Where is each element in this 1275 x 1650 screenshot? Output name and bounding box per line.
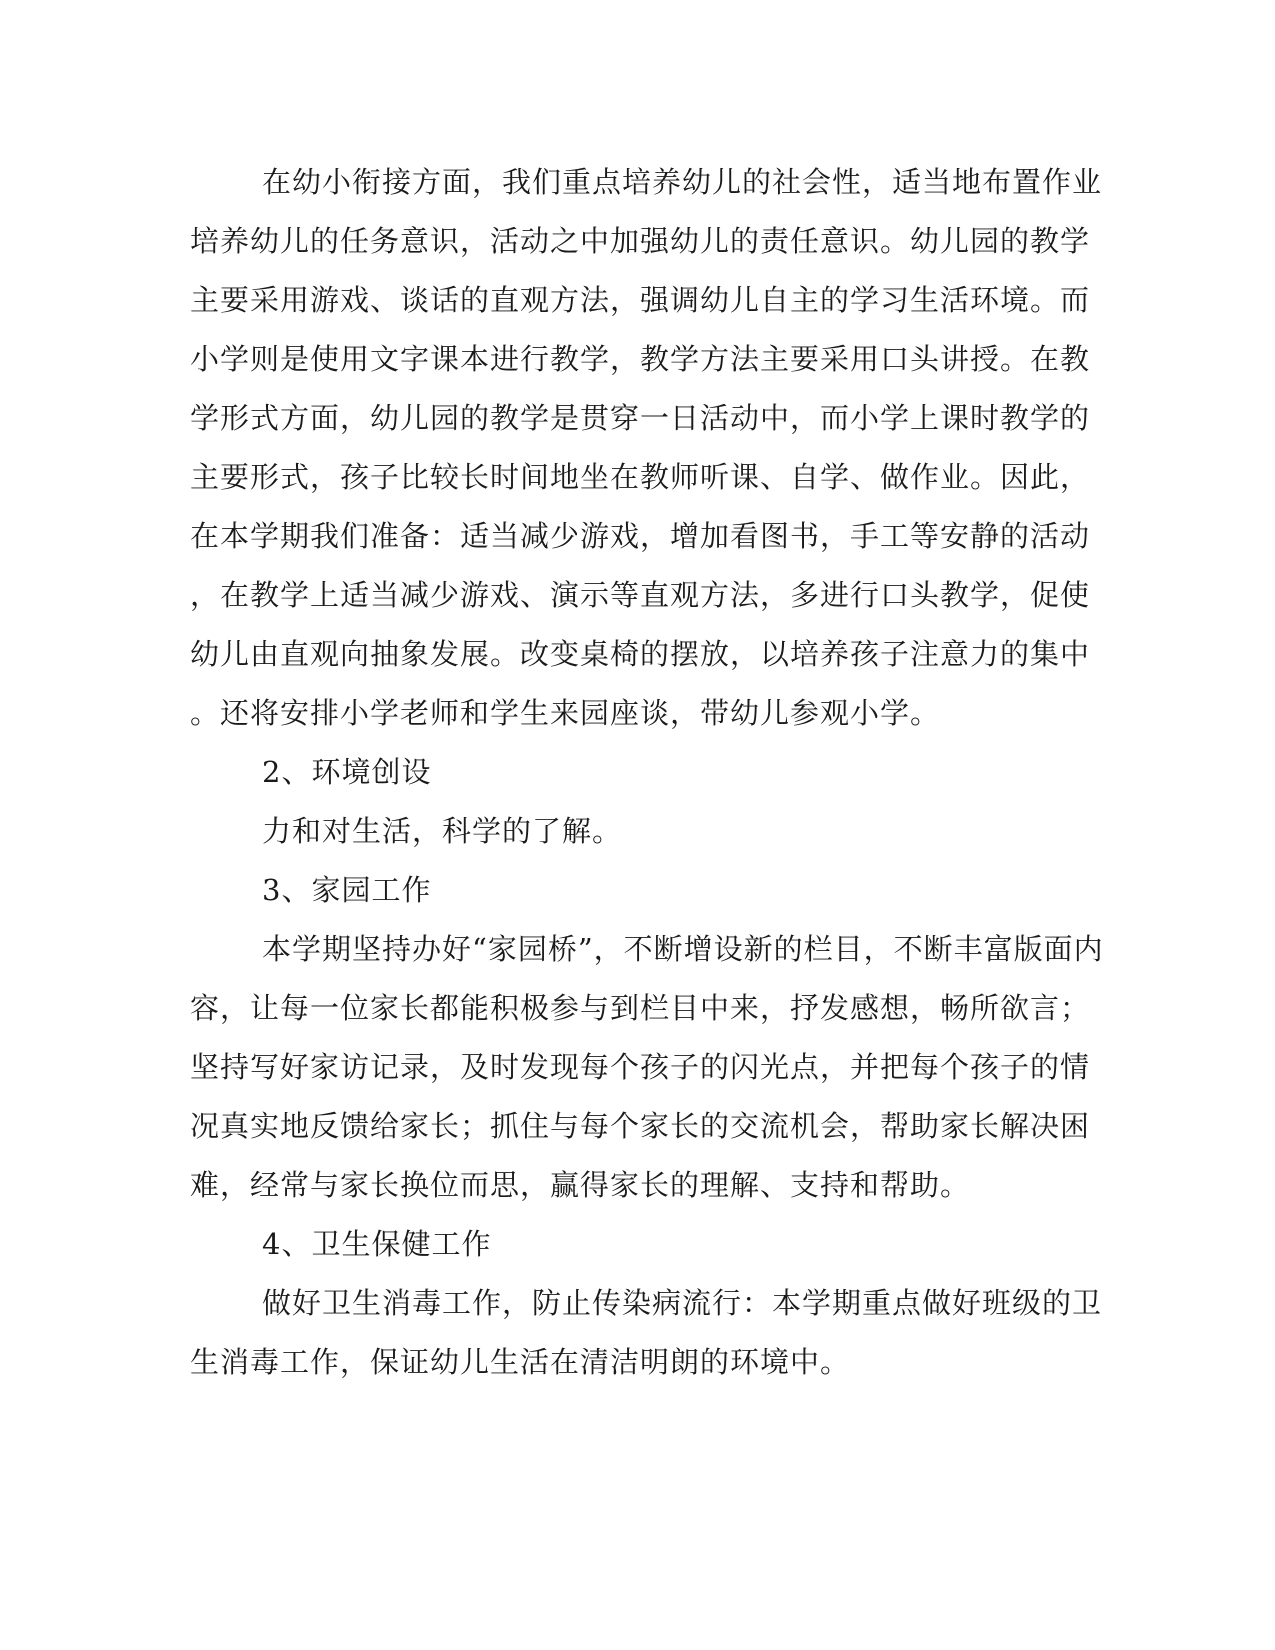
section-3-line-4: 况真实地反馈给家长；抓住与每个家长的交流机会，帮助家长解决困: [190, 1109, 1091, 1143]
section-4-heading: 4、卫生保健工作: [262, 1227, 492, 1261]
paragraph-1-line-6: 主要形式，孩子比较长时间地坐在教师听课、自学、做作业。因此，: [190, 460, 1091, 494]
paragraph-1-line-10: 。还将安排小学老师和学生来园座谈，带幼儿参观小学。: [190, 696, 941, 730]
section-2-heading: 2、环境创设: [262, 755, 432, 789]
section-3-line-2: 容，让每一位家长都能积极参与到栏目中来，抒发感想，畅所欲言；: [190, 991, 1091, 1025]
section-2-line-1: 力和对生活，科学的了解。: [262, 814, 623, 848]
section-3-line-3: 坚持写好家访记录，及时发现每个孩子的闪光点，并把每个孩子的情: [190, 1050, 1091, 1084]
paragraph-1-line-4: 小学则是使用文字课本进行教学，教学方法主要采用口头讲授。在教: [190, 342, 1091, 376]
paragraph-1-line-8: ，在教学上适当减少游戏、演示等直观方法，多进行口头教学，促使: [190, 578, 1091, 612]
section-3-heading: 3、家园工作: [262, 873, 432, 907]
paragraph-1-line-2: 培养幼儿的任务意识，活动之中加强幼儿的责任意识。幼儿园的教学: [190, 224, 1091, 258]
paragraph-1-line-1: 在幼小衔接方面，我们重点培养幼儿的社会性，适当地布置作业: [262, 165, 1103, 199]
paragraph-1-line-9: 幼儿由直观向抽象发展。改变桌椅的摆放，以培养孩子注意力的集中: [190, 637, 1091, 671]
section-3-line-1: 本学期坚持办好“家园桥”，不断增设新的栏目，不断丰富版面内: [262, 932, 1104, 966]
section-4-line-1: 做好卫生消毒工作，防止传染病流行：本学期重点做好班级的卫: [262, 1286, 1103, 1320]
section-3-line-5: 难，经常与家长换位而思，赢得家长的理解、支持和帮助。: [190, 1168, 971, 1202]
paragraph-1-line-7: 在本学期我们准备：适当减少游戏，增加看图书，手工等安静的活动: [190, 519, 1091, 553]
paragraph-1-line-3: 主要采用游戏、谈话的直观方法，强调幼儿自主的学习生活环境。而: [190, 283, 1091, 317]
section-4-line-2: 生消毒工作，保证幼儿生活在清洁明朗的环境中。: [190, 1345, 851, 1379]
paragraph-1-line-5: 学形式方面，幼儿园的教学是贯穿一日活动中，而小学上课时教学的: [190, 401, 1091, 435]
